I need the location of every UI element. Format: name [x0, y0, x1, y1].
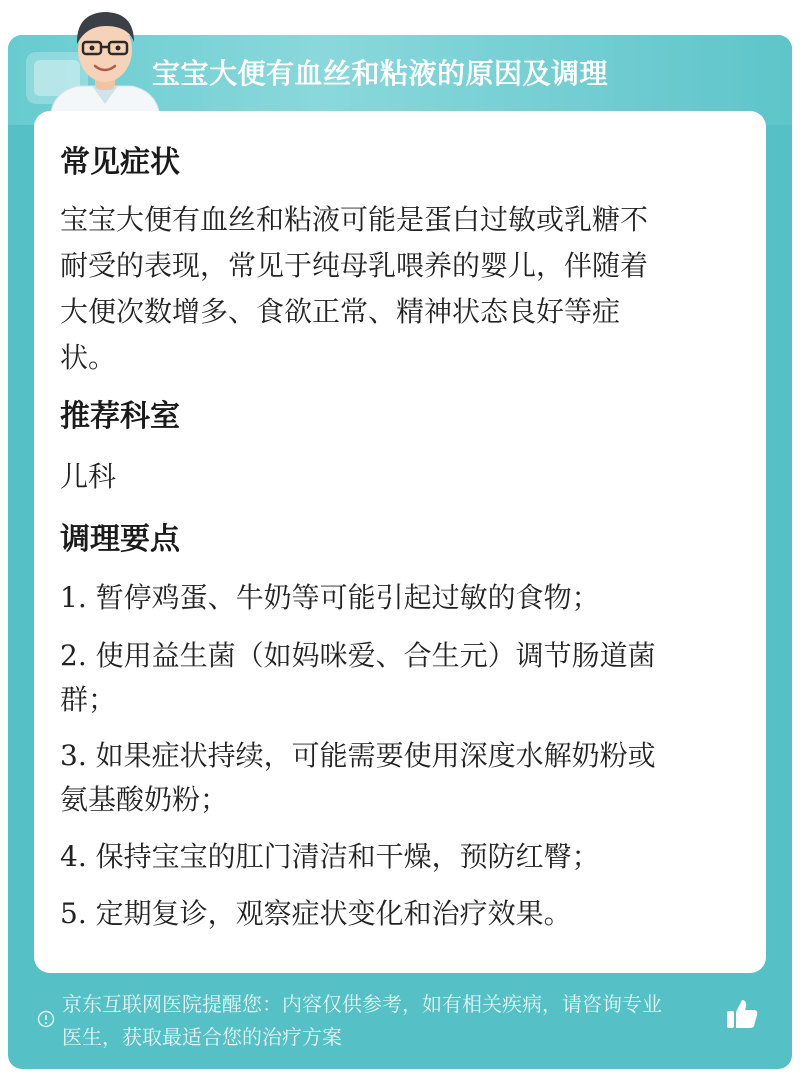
disclaimer-note: [62, 988, 727, 1054]
symptoms-line: 宝宝大便有血丝和粘液可能是蛋白过敏或乳糖不: [60, 203, 649, 236]
care-item-number: 5.: [60, 897, 87, 930]
care-item-number: 3.: [60, 739, 87, 772]
care-item: [60, 576, 730, 620]
symptoms-line: 耐受的表现，常见于纯母乳喂养的婴儿，伴随着: [60, 249, 649, 282]
section-title-symptoms: 常见症状: [60, 145, 180, 180]
symptoms-text: [60, 197, 730, 381]
section-title-department: 推荐科室: [60, 399, 180, 434]
doctor-avatar: [40, 0, 170, 118]
care-item-text: 群；: [60, 683, 117, 716]
care-item: [60, 892, 730, 936]
disclaimer-line: 医生，获取最适合您的治疗方案: [62, 1025, 342, 1049]
info-icon: [37, 1010, 55, 1028]
care-item-number: 1.: [60, 581, 87, 614]
care-item-text: 暂停鸡蛋、牛奶等可能引起过敏的食物；: [95, 581, 600, 614]
symptoms-line: 状。: [60, 341, 117, 374]
care-item: [60, 835, 730, 879]
thumbs-up-icon[interactable]: [724, 996, 760, 1032]
department-value: 儿科: [60, 460, 117, 493]
care-item: [60, 734, 730, 822]
section-title-care: 调理要点: [60, 522, 180, 557]
care-item-text: 使用益生菌（如妈咪爱、合生元）调节肠道菌: [95, 639, 656, 672]
care-item-text: 氨基酸奶粉；: [60, 783, 229, 816]
care-item-number: 4.: [60, 840, 87, 873]
care-item: [60, 634, 730, 722]
symptoms-line: 大便次数增多、食欲正常、精神状态良好等症: [60, 295, 621, 328]
page-title: 宝宝大便有血丝和粘液的原因及调理: [152, 57, 609, 90]
disclaimer-line: 京东互联网医院提醒您：内容仅供参考，如有相关疾病，请咨询专业: [62, 992, 662, 1016]
care-item-text: 如果症状持续，可能需要使用深度水解奶粉或: [95, 739, 656, 772]
care-item-text: 定期复诊，观察症状变化和治疗效果。: [95, 897, 572, 930]
care-item-text: 保持宝宝的肛门清洁和干燥，预防红臀；: [95, 840, 600, 873]
care-item-number: 2.: [60, 639, 87, 672]
